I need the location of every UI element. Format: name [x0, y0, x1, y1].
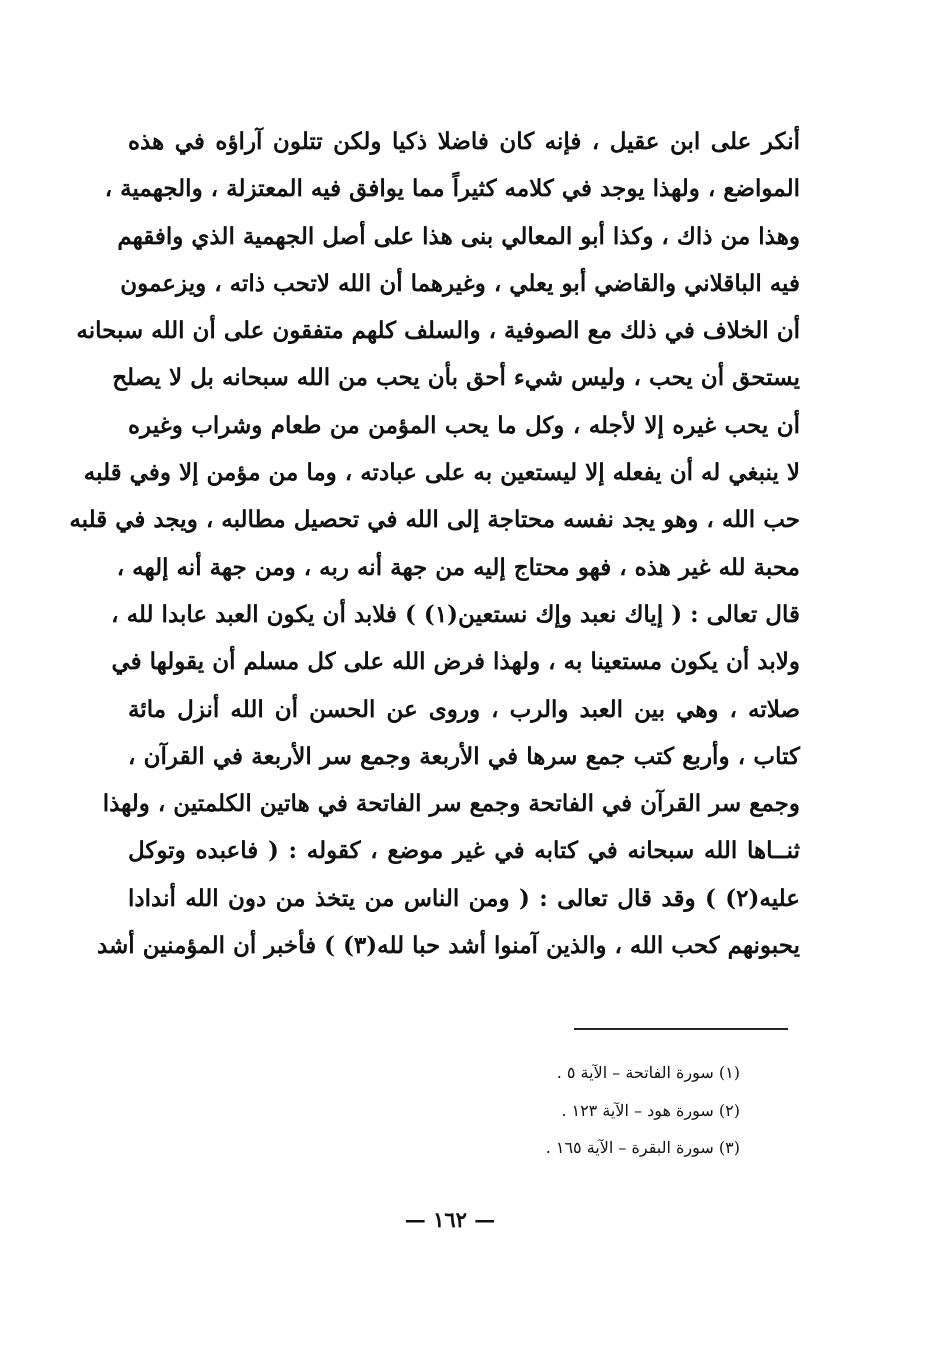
- footnotes: [300, 1054, 740, 1167]
- text-line: فيه الباقلاني والقاضي أبو يعلي ، وغيرهما أن الله لاتحب ذاته ، ويزعمون: [120, 269, 800, 297]
- text-line: يحبونهم كحب الله ، والذين آمنوا أشد حبا لله(٣) ) فأخبر أن المؤمنين أشد: [96, 932, 800, 960]
- text-line: يستحق أن يحب ، وليس شيء أحق بأن يحب من الله سبحانه بل لا يصلح: [112, 364, 800, 392]
- footnote-divider: [574, 1028, 788, 1030]
- text-line: كتاب ، وأربع كتب جمع سرها في الأربعة وجمع سر الأربعة في القرآن ،: [128, 742, 800, 770]
- body-text: [69, 118, 800, 969]
- text-line: ولابد أن يكون مستعينا به ، ولهذا فرض الله على كل مسلم أن يقولها في: [111, 648, 800, 676]
- text-line: أن الخلاف في ذلك مع الصوفية ، والسلف كلهم متفقون على أن الله سبحانه: [76, 317, 800, 345]
- footnote-3: (٣) سورة البقرة – الآية ١٦٥ .: [545, 1138, 740, 1157]
- text-line: وجمع سر القرآن في الفاتحة وجمع سر الفاتحة في هاتين الكلمتين ، ولهذا: [102, 790, 800, 818]
- text-line: قال تعالى : ( إياك نعبد وإك نستعين(١) ) فلابد أن يكون العبد عابدا لله ،: [111, 600, 800, 628]
- page-number: — ١٦٢ —: [404, 1207, 496, 1232]
- text-line: أن يحب غيره إلا لأجله ، وكل ما يحب المؤمن من طعام وشراب وغيره: [128, 411, 800, 439]
- text-line: لا ينبغي له أن يفعله إلا ليستعين به على عبادته ، وما من مؤمن إلا وفي قلبه: [83, 459, 800, 487]
- text-line: صلاته ، وهي بين العبد والرب ، وروى عن الحسن أن الله أنزل مائة: [128, 695, 800, 723]
- text-line: محبة لله غير هذه ، فهو محتاج إليه من جهة أنه ربه ، ومن جهة أنه إلهه ،: [116, 553, 800, 581]
- text-line: عليه(٢) ) وقد قال تعالى : ( ومن الناس من يتخذ من دون الله أندادا: [128, 884, 800, 912]
- footnote-2: (٢) سورة هود – الآية ١٢٣ .: [561, 1100, 740, 1120]
- text-line: ثنــاها الله سبحانه في كتابه في غير موضع ، كقوله : ( فاعبده وتوكل: [128, 837, 800, 865]
- text-line: أنكر على ابن عقيل ، فإنه كان فاضلا ذكيا ولكن تتلون آراؤه في هذه: [128, 128, 800, 155]
- text-line: المواضع ، ولهذا يوجد في كلامه كثيراً مما يوافق فيه المعتزلة ، والجهمية ،: [104, 175, 800, 203]
- text-line: وهذا من ذاك ، وكذا أبو المعالي بنى هذا على أصل الجهمية الذي وافقهم: [117, 222, 800, 250]
- footnote-1: (١) سورة الفاتحة – الآية ٥ .: [556, 1063, 740, 1082]
- text-line: حب الله ، وهو يجد نفسه محتاجة إلى الله في تحصيل مطالبه ، ويجد في قلبه: [69, 506, 800, 534]
